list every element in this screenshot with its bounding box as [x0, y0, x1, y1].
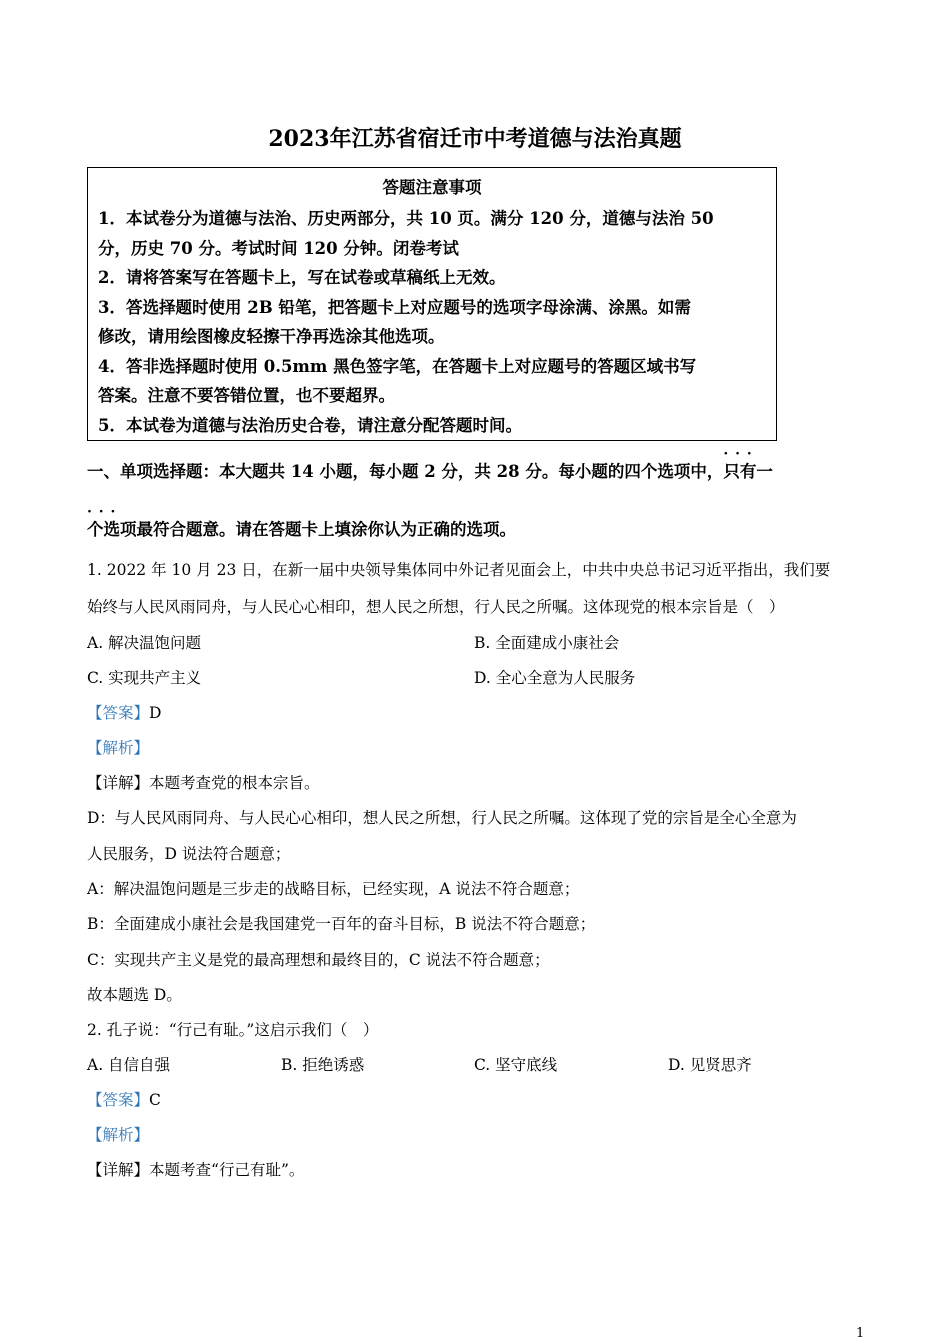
page-number: 1: [856, 1326, 865, 1341]
answer-line: [87, 701, 862, 725]
instructions-box: [87, 167, 777, 441]
option-d: D. 全心全意为人民服务: [474, 669, 636, 687]
detail-text: 本题考查党的根本宗旨。: [149, 774, 320, 792]
emphasized-text: · · · 个: [87, 516, 104, 544]
instruction-line: 4．答非选择题时使用 0.5mm 黑色签字笔，在答题卡上对应题号的答题区域书写: [98, 356, 697, 376]
detail-label: 【详解】: [87, 774, 150, 792]
explanation-line: 故本题选 D。: [87, 986, 182, 1004]
answer-line: [87, 1088, 862, 1112]
section-heading: [87, 458, 857, 486]
document-title: 2023年江苏省宿迁市中考道德与法治真题: [268, 126, 682, 152]
option-d: D. 见贤思齐: [668, 1056, 752, 1074]
instruction-line: 3．答选择题时使用 2B 铅笔，把答题卡上对应题号的选项字母涂满、涂黑。如需: [98, 297, 691, 317]
explanation-line: 人民服务，D 说法符合题意；: [87, 845, 291, 863]
section-heading-cont: [87, 516, 857, 544]
instructions-heading: 答题注意事项: [382, 178, 482, 197]
detail-text: 本题考查“行己有耻”。: [149, 1161, 305, 1179]
instruction-line: 2．请将答案写在答题卡上，写在试卷或草稿纸上无效。: [98, 268, 506, 287]
detail-line: [87, 771, 862, 795]
answer-value: C: [149, 1091, 161, 1109]
section-heading-text: 一、单项选择题：本大题共 14 小题，每小题 2 分，共 28 分。每小题的四个选项中，: [87, 462, 724, 481]
option-c: C. 实现共产主义: [87, 669, 202, 687]
instruction-line: 修改，请用绘图橡皮轻擦干净再选涂其他选项。: [98, 327, 445, 346]
answer-label: 【答案】: [87, 1091, 150, 1109]
answer-value: D: [149, 704, 162, 722]
analysis-label: 【解析】: [87, 1126, 150, 1144]
emphasized-text: · · · 只有一: [723, 458, 773, 486]
instruction-line: 答案。注意不要答错位置，也不要超界。: [98, 386, 395, 405]
analysis-label: 【解析】: [87, 739, 150, 757]
instruction-line: 分，历史 70 分。考试时间 120 分钟。闭卷考试: [98, 238, 459, 258]
detail-line: [87, 1158, 862, 1182]
option-a: A. 解决温饱问题: [87, 634, 202, 652]
option-a: A. 自信自强: [87, 1056, 171, 1074]
explanation-line: D：与人民风雨同舟、与人民心心相印，想人民之所想，行人民之所嘱。这体现了党的宗旨是全心全意为: [87, 809, 797, 827]
option-b: B. 拒绝诱惑: [281, 1056, 365, 1074]
option-c: C. 坚守底线: [474, 1056, 558, 1074]
question-stem: 2. 孔子说：“行己有耻。”这启示我们（ ）: [87, 1021, 379, 1039]
instruction-line: 1．本试卷分为道德与法治、历史两部分，共 10 页。满分 120 分，道德与法治 50: [98, 209, 714, 228]
explanation-line: A：解决温饱问题是三步走的战略目标，已经实现，A 说法不符合题意；: [87, 880, 580, 898]
answer-label: 【答案】: [87, 704, 150, 722]
question-stem: 始终与人民风雨同舟，与人民心心相印，想人民之所想，行人民之所嘱。这体现党的根本宗旨是（ ）: [87, 598, 785, 616]
detail-label: 【详解】: [87, 1161, 150, 1179]
option-b: B. 全面建成小康社会: [474, 634, 620, 652]
explanation-line: B：全面建成小康社会是我国建党一百年的奋斗目标，B 说法不符合题意；: [87, 915, 596, 933]
question-stem: 1. 2022 年 10 月 23 日，在新一届中央领导集体同中外记者见面会上，中共中央总书记习近平指出，我们要: [87, 561, 831, 579]
instruction-line: 5．本试卷为道德与法治历史合卷，请注意分配答题时间。: [98, 415, 522, 435]
explanation-line: C：实现共产主义是党的最高理想和最终目的，C 说法不符合题意；: [87, 951, 550, 969]
section-heading-text: 选项最符合题意。请在答题卡上填涂你认为正确的选项。: [103, 520, 516, 539]
